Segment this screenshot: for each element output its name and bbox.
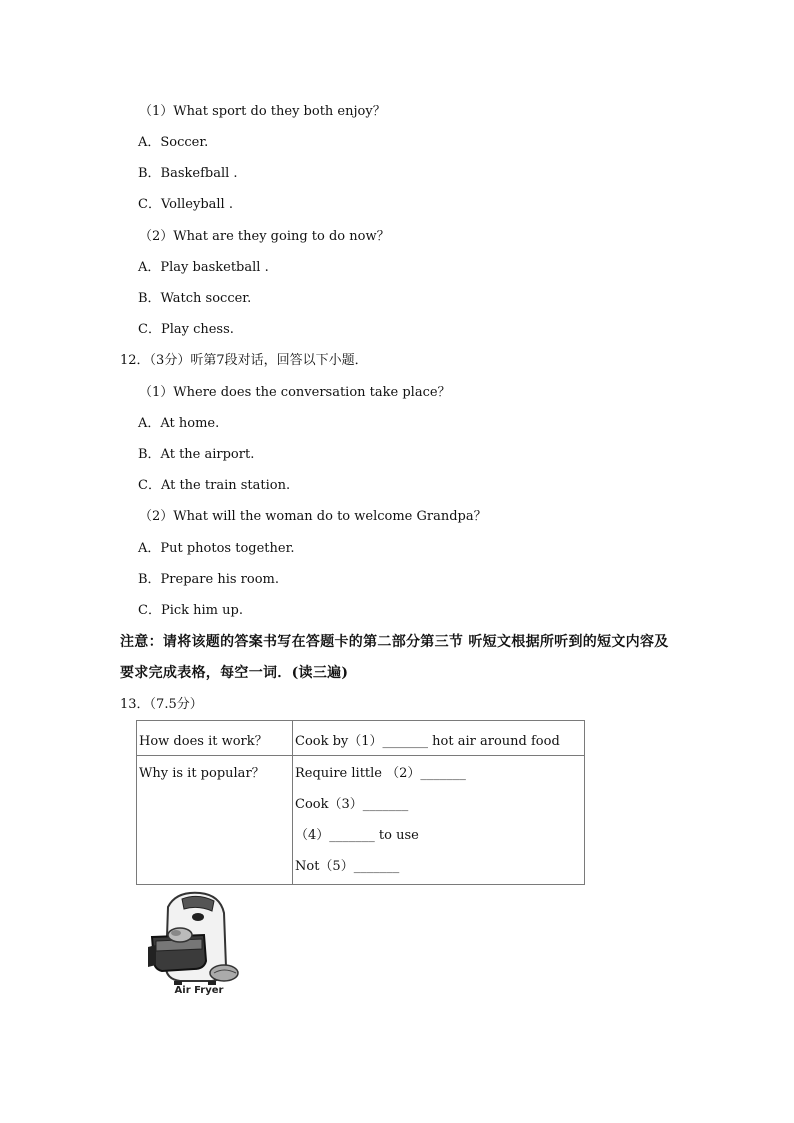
row1-value: Cook by（1）_______ hot air around food [295,734,560,749]
option-11-1-c: C．Volleyball . [138,197,233,212]
table-row [137,756,585,885]
air-fryer-illustration [146,887,242,999]
question-11-2: （2）What are they going to do now？ [139,229,390,244]
row2-values [293,756,584,882]
option-12-1-a: A．At home. [138,416,220,431]
blank-4-line: （4）_______ to use [295,828,419,843]
option-12-1-c: C．At the train station. [138,478,291,493]
notice-line-2: 要求完成表格，每空一词．(读三遍) [120,665,349,681]
row1-label: How does it work？ [139,734,268,749]
table-row [137,721,585,756]
option-11-2-a: A．Play basketball . [138,260,269,275]
table-cell-value [293,756,585,885]
option-12-2-c: C．Pick him up. [138,603,243,618]
table-cell-value [293,721,585,756]
question-12-2: （2）What will the woman do to welcome Grandpa？ [139,509,487,524]
blank-2-line: Require little （2）_______ [295,766,466,781]
option-12-2-a: A．Put photos together. [138,541,295,556]
air-fryer-table [136,720,585,885]
option-11-2-b: B．Watch soccer. [138,291,252,306]
option-11-1-b: B．Baskefball . [138,166,238,181]
blank-3-line: Cook（3）_______ [295,797,409,812]
table-cell-label [137,721,293,756]
blank-5-line: Not（5）_______ [295,859,400,874]
option-12-2-b: B．Prepare his room. [138,572,279,587]
option-11-2-c: C．Play chess. [138,322,234,337]
question-12-header: 12．（3分）听第7段对话，回答以下小题． [120,353,368,368]
table-cell-label [137,756,293,885]
row2-label: Why is it popular？ [139,766,265,781]
option-12-1-b: B．At the airport. [138,447,255,462]
question-12-1: （1）Where does the conversation take place？ [139,385,451,400]
option-11-1-a: A．Soccer. [138,135,209,150]
notice-line-1: 注意：请将该题的答案书写在答题卡的第二部分第三节 听短文根据所听到的短文内容及 [120,634,669,650]
image-caption: Air Fryer [174,985,224,996]
question-13-header: 13．（7.5分） [120,697,203,712]
question-11-1: （1）What sport do they both enjoy？ [139,104,386,119]
